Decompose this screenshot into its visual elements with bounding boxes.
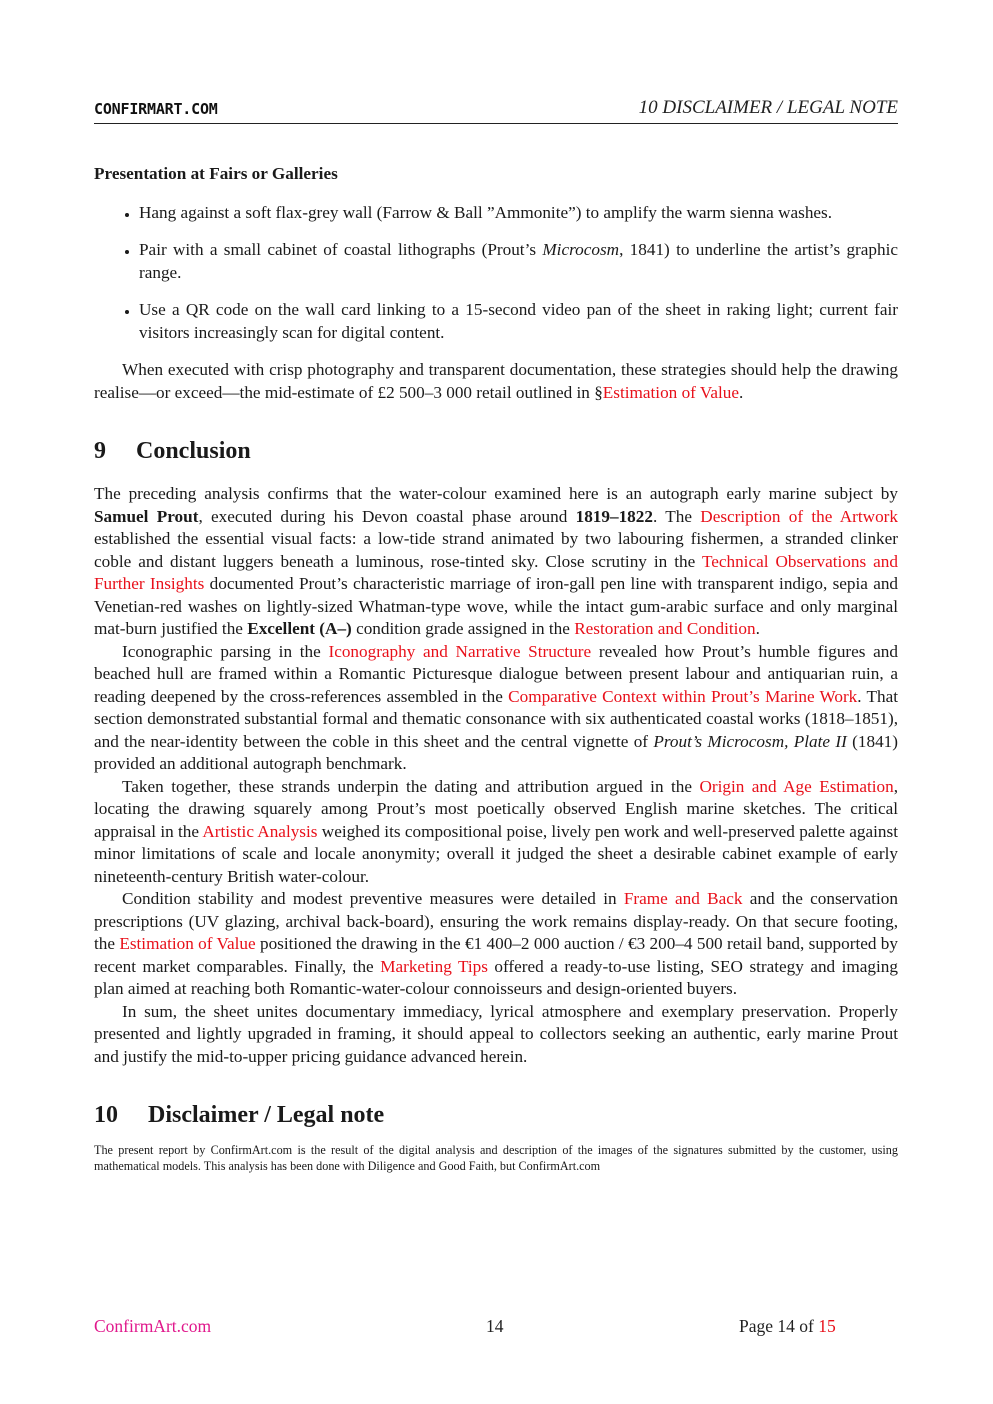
list-item: • Pair with a small cabinet of coastal lithographs (Prout’s Microcosm, 1841) to underline the artist’s graphic range. (139, 239, 898, 284)
conclusion-paragraph-3: Taken together, these strands underpin the dating and attribution argued in the Origin and Age Estimation, locating the drawing squarely among Prout’s most poetically observed English marine sketches. The critical appraisal in the Artistic Analysis weighed its compositional poise, lively pen work and well-preserved palette against minor limitations of scale and locale anonymity; overall it judged the sheet a desirable cabinet example of early nineteenth-century British water-colour. (94, 776, 898, 886)
section-number: 10 (94, 1102, 118, 1128)
cross-reference-link[interactable]: Restoration and Condition (574, 619, 756, 638)
conclusion-paragraph-5: In sum, the sheet unites documentary immediacy, lyrical atmosphere and exemplary preservation. Properly presented and lightly upgraded in framing, it should appeal to collectors seeking an authentic, early marine Prout and justify the mid-to-upper pricing guidance advanced herein. (94, 1001, 898, 1066)
section-title: Conclusion (136, 438, 251, 464)
section-number: 9 (94, 438, 106, 464)
footer-site-link[interactable]: ConfirmArt.com (94, 1316, 212, 1336)
italic-title: Microcosm (542, 240, 620, 259)
disclaimer-text: The present report by ConfirmArt.com is the result of the digital analysis and description of the images of the signatures submitted by the customer, using mathematical models. This analysis has been done with Diligence and Good Faith, but ConfirmArt.com (94, 1143, 898, 1173)
footer-page-count: Page 14 of 15 (739, 1316, 836, 1336)
section-title: Disclaimer / Legal note (148, 1102, 385, 1128)
list-item: • Use a QR code on the wall card linking to a 15-second video pan of the sheet in raking light; current fair visitors increasingly scan for digital content. (139, 299, 898, 344)
section-heading-conclusion (94, 436, 898, 466)
cross-reference-link[interactable]: Frame and Back (623, 889, 743, 908)
cross-reference-link[interactable]: Marketing Tips (380, 956, 488, 976)
presentation-closing-paragraph: When executed with crisp photography and transparent documentation, these strategies should help the drawing realise—or exceed—the mid-estimate of £2 500–3 000 retail outlined in §Estimation of Value. (94, 360, 898, 402)
conclusion-paragraph-2: Iconographic parsing in the Iconography and Narrative Structure revealed how Prout’s humble figures and beached hull are framed within a Romantic Picturesque dialogue between present labour and antiquarian ruin, a reading deepened by the cross-references assembled in the Comparative Context within Prout’s Marine Work. That section demonstrated substantial formal and thematic consonance with six authenticated coastal works (1818–1851), and the near-identity between the coble in this sheet and the central vignette of Prout’s Microcosm, Plate II (1841) provided an additional autograph benchmark. (94, 641, 899, 773)
section-heading-disclaimer (94, 1100, 898, 1130)
conclusion-paragraph-4: Condition stability and modest preventive measures were detailed in Frame and Back and the conservation prescriptions (UV glazing, archival back-board), ensuring the work remains display-ready. On that secure footing, the Estimation of Value positioned the drawing in the €1 400–2 000 auction / €3 200–4 500 retail band, supported by recent market comparables. Finally, the Marketing Tips offered a ready-to-use listing, SEO strategy and imaging plan aimed at reaching both Romantic-water-colour connoisseurs and design-oriented buyers. (94, 889, 898, 998)
presentation-bullet-list (94, 202, 898, 345)
conclusion-paragraph-1: The preceding analysis confirms that the water-colour examined here is an autograph early marine subject by Samuel Prout, executed during his Devon coastal phase around 1819–1822. The Description of the Artwork established the essential visual facts: a low-tide strand animated by two labouring fishermen, a stranded clinker coble and distant luggers beneath a luminous, rose-tinted sky. Close scrutiny in the Technical Observations and Further Insights documented Prout’s characteristic marriage of iron-gall pen line with transparent indigo, sepia and Venetian-red washes on lightly-sized Whatman-type wove, while the intact gum-arabic surface and only marginal mat-burn justified the Excellent (A–) condition grade assigned in the Restoration and Condition. (94, 484, 899, 638)
running-section-title: 10 DISCLAIMER / LEGAL NOTE (638, 97, 898, 118)
cross-reference-link[interactable]: Estimation of Value (602, 382, 740, 402)
page-header (94, 97, 898, 124)
cross-reference-link[interactable]: Origin and Age Estimation (699, 776, 894, 796)
cross-reference-link[interactable]: Estimation of Value (119, 934, 256, 953)
main-content (94, 163, 898, 1174)
presentation-heading: Presentation at Fairs or Galleries (94, 164, 338, 183)
total-pages-link[interactable]: 15 (818, 1316, 836, 1336)
cross-reference-link[interactable]: Description of the Artwork (700, 506, 898, 526)
cross-reference-link[interactable]: Artistic Analysis (202, 821, 318, 841)
cross-reference-link[interactable]: Iconography and Narrative Structure (328, 641, 592, 661)
list-item: • Hang against a soft flax-grey wall (Farrow & Ball ”Ammonite”) to amplify the warm sienna washes. (139, 202, 898, 225)
cross-reference-link[interactable]: Technical Observations and Further Insights (94, 551, 898, 593)
footer-page-number: 14 (486, 1316, 504, 1336)
cross-reference-link[interactable]: Comparative Context within Prout’s Marine Work (508, 686, 858, 706)
confirmart-logo: CONFIRMART.COM (94, 100, 218, 118)
